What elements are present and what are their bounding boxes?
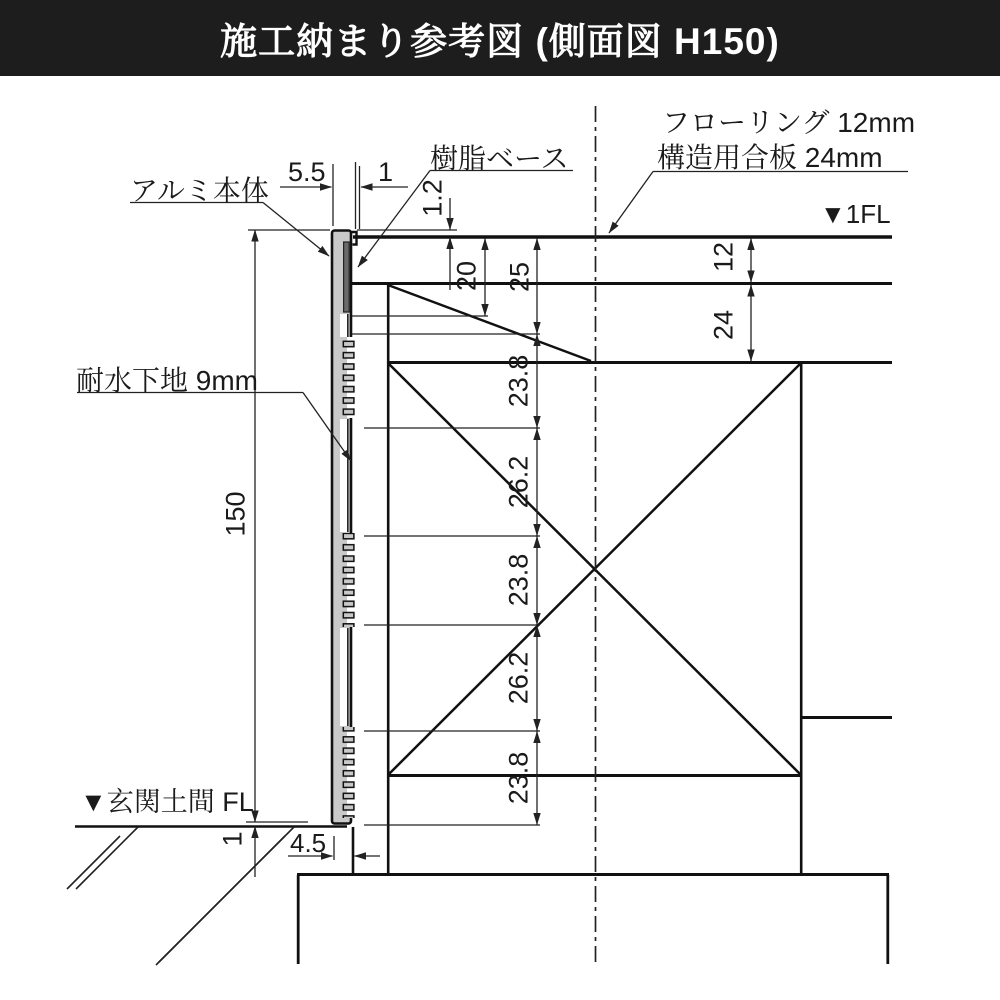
dim-25: 25 [504, 261, 535, 293]
beam-x-brace [389, 364, 800, 774]
aluminum-profile-shape [332, 231, 357, 824]
dim-seg5: 23.8 [503, 751, 534, 805]
dim-seg2: 26.2 [503, 455, 534, 509]
dim-seg4: 26.2 [503, 651, 534, 705]
dim-4-5: 4.5 [290, 828, 327, 858]
callout-resin-base: 樹脂ベース [430, 143, 569, 174]
dim-150: 150 [220, 491, 251, 537]
dim-seg3: 23.8 [503, 553, 534, 607]
dim-seg1: 23.8 [503, 354, 534, 408]
floor-and-wall-lines [75, 237, 892, 964]
level-marker-entrance: ▼玄関土間 FL [80, 787, 254, 817]
dim-20: 20 [451, 260, 482, 292]
callout-substrate: 耐水下地 9mm [76, 365, 259, 396]
dim-5-5: 5.5 [288, 157, 326, 187]
dim-1-2: 1.2 [417, 179, 448, 217]
dim-1-top: 1 [378, 157, 394, 187]
page-title: 施工納まり参考図 (側面図 H150) [220, 21, 780, 62]
extension-lines [246, 162, 540, 860]
callout-leaders [77, 171, 908, 462]
dim-24: 24 [708, 309, 739, 341]
dim-12: 12 [708, 241, 739, 273]
callout-plywood: 構造用合板 24mm [657, 142, 883, 173]
profile-teeth-bands [343, 337, 358, 818]
resin-base-shape [344, 242, 350, 312]
level-marker-1fl: ▼1FL [820, 199, 891, 229]
callout-aluminum-body: アルミ本体 [130, 175, 269, 206]
ground-hatch-lines [67, 827, 294, 965]
callout-flooring: フローリング 12mm [662, 107, 916, 138]
dim-1-bottom: 1 [217, 831, 248, 847]
